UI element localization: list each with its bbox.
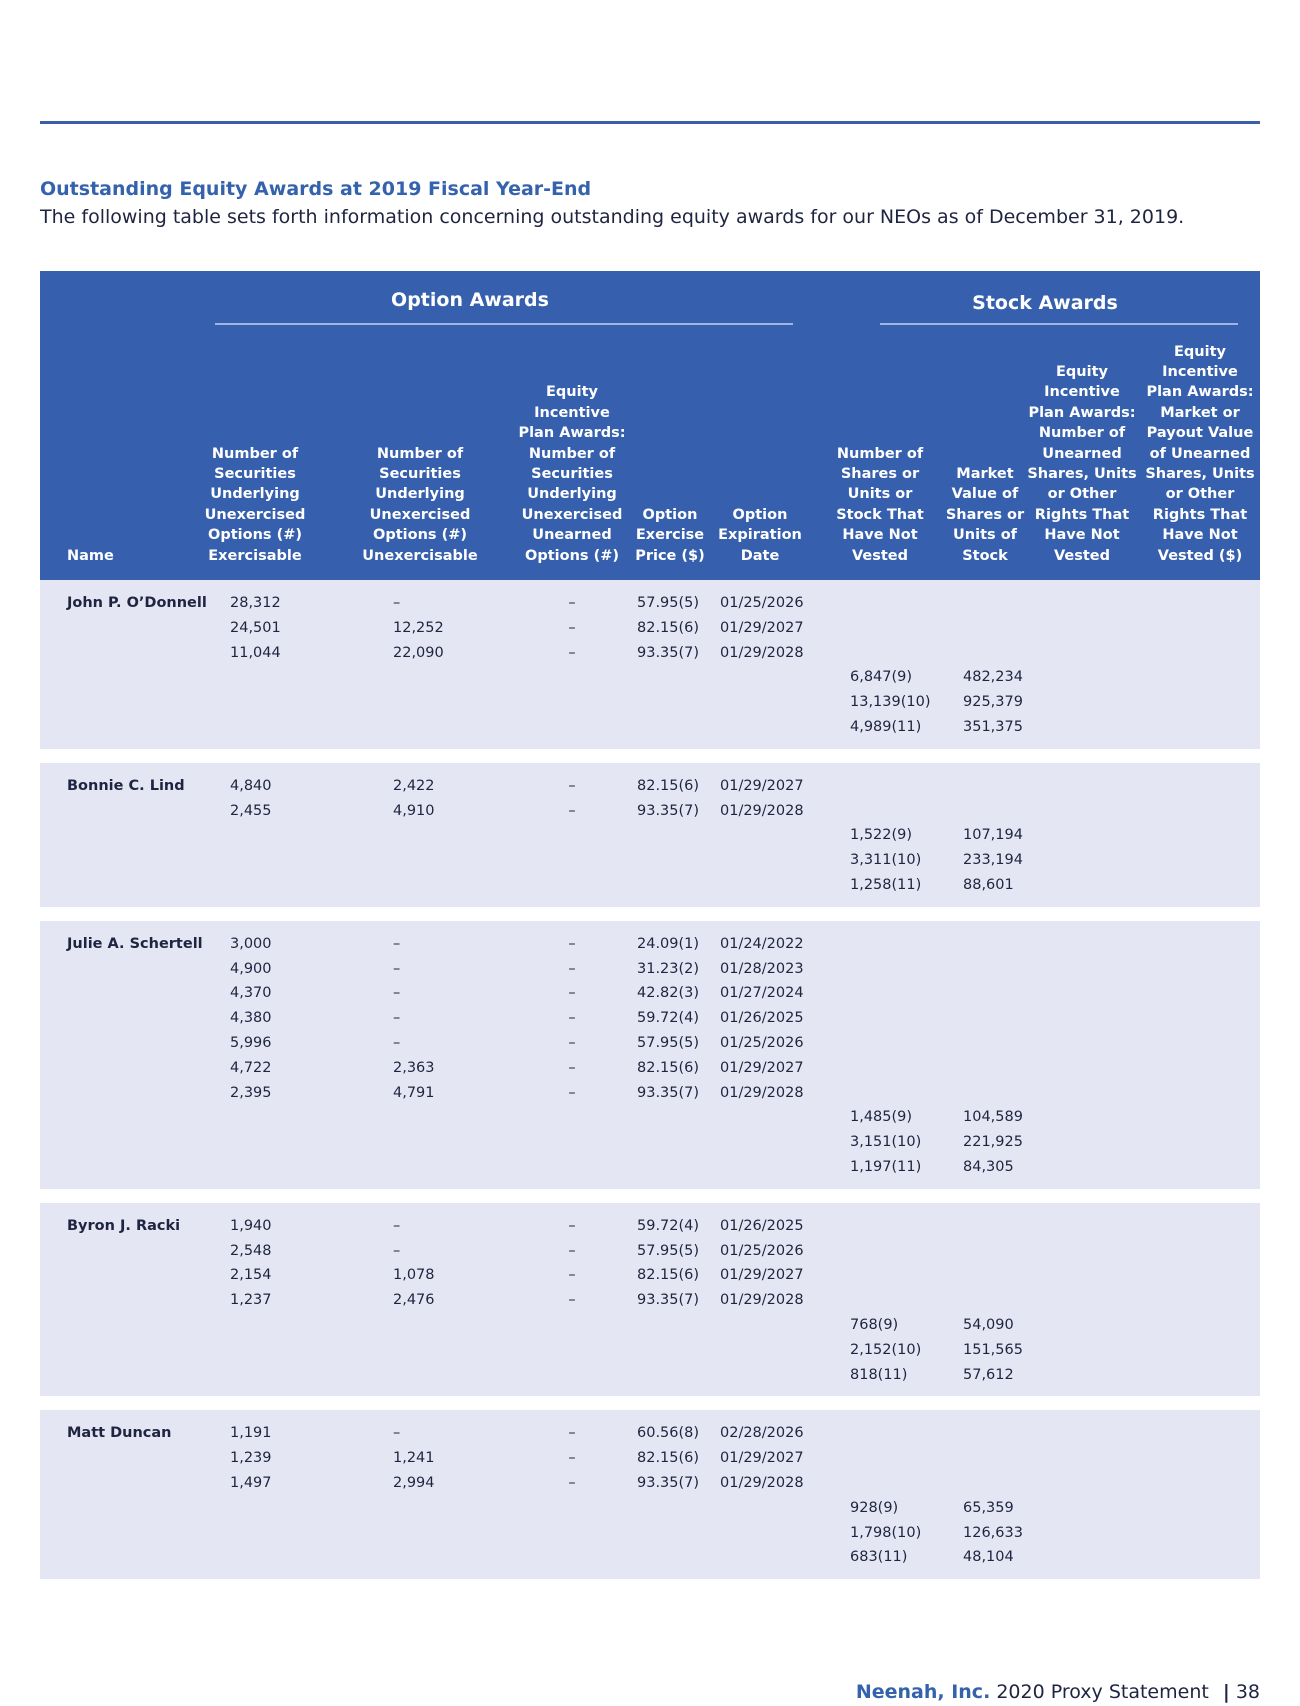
exercisable-cell: 5,996 xyxy=(230,1034,272,1051)
expiration-date-cell: 01/29/2028 xyxy=(720,1292,804,1309)
unexercisable-cell: – xyxy=(393,960,401,977)
table-row xyxy=(40,1057,1260,1082)
shares-not-vested-cell: 13,139(10) xyxy=(850,694,931,711)
exercisable-cell: 4,722 xyxy=(230,1059,272,1076)
exercisable-cell: 1,239 xyxy=(230,1450,272,1467)
unexercisable-cell: 12,252 xyxy=(393,619,444,636)
table-row xyxy=(40,1472,1260,1497)
expiration-date-cell: 01/26/2025 xyxy=(720,1010,804,1027)
page-footer xyxy=(856,1681,1260,1703)
expiration-date-cell: 01/29/2028 xyxy=(720,644,804,661)
footer-company: Neenah, Inc. xyxy=(855,1681,991,1703)
shares-not-vested-cell: 1,258(11) xyxy=(850,876,922,893)
exercise-price-cell: 24.09(1) xyxy=(637,935,700,952)
unexercisable-cell: – xyxy=(393,985,401,1002)
market-value-cell: 88,601 xyxy=(963,876,1014,893)
unearned-options-cell: – xyxy=(568,985,576,1002)
exercise-price-cell: 93.35(7) xyxy=(637,1084,700,1101)
shares-not-vested-cell: 683(11) xyxy=(850,1549,908,1566)
neo-group xyxy=(40,1203,1260,1397)
expiration-date-cell: 01/29/2028 xyxy=(720,802,804,819)
equity-awards-table xyxy=(40,271,1260,1579)
unexercisable-cell: – xyxy=(393,595,401,611)
market-value-cell: 107,194 xyxy=(963,827,1023,844)
exercisable-cell: 2,548 xyxy=(230,1242,272,1259)
exercise-price-cell: 57.95(5) xyxy=(637,1034,700,1051)
exercise-price-cell: 82.15(6) xyxy=(637,777,700,794)
unearned-options-cell: – xyxy=(568,1425,576,1442)
table-row xyxy=(40,691,1260,716)
expiration-date-cell: 01/25/2026 xyxy=(720,595,804,611)
exercisable-cell: 4,380 xyxy=(230,1010,272,1027)
table-body xyxy=(40,580,1260,1579)
table-row xyxy=(40,1215,1260,1240)
table-row xyxy=(40,666,1260,691)
table-row xyxy=(40,1546,1260,1571)
section-title: Outstanding Equity Awards at 2019 Fiscal Year-End xyxy=(40,178,592,200)
stock-awards-group-label: Stock Awards xyxy=(972,292,1118,314)
exercisable-cell: 11,044 xyxy=(230,644,281,661)
market-value-cell: 48,104 xyxy=(963,1549,1014,1566)
market-value-cell: 351,375 xyxy=(963,718,1023,735)
expiration-date-cell: 01/25/2026 xyxy=(720,1034,804,1051)
unexercisable-cell: 2,994 xyxy=(393,1474,435,1491)
top-rule xyxy=(40,121,1260,124)
shares-not-vested-cell: 1,197(11) xyxy=(850,1158,922,1175)
unearned-options-cell: – xyxy=(568,960,576,977)
table-row xyxy=(40,1032,1260,1057)
expiration-date-cell: 01/29/2027 xyxy=(720,777,804,794)
unexercisable-cell: 1,241 xyxy=(393,1450,435,1467)
market-value-cell: 925,379 xyxy=(963,694,1023,711)
table-row xyxy=(40,1289,1260,1314)
table-row xyxy=(40,592,1260,617)
col-eip-unearned-shares: Equity Incentive Plan Awards: Number of Unearned Shares, Units or Other Rights That Have Not Vested xyxy=(1027,363,1137,564)
expiration-date-cell: 01/29/2028 xyxy=(720,1084,804,1101)
market-value-cell: 57,612 xyxy=(963,1366,1014,1383)
table-row xyxy=(40,982,1260,1007)
stock-awards-rule xyxy=(880,323,1238,325)
unearned-options-cell: – xyxy=(568,777,576,794)
unearned-options-cell: – xyxy=(568,1034,576,1051)
table-row xyxy=(40,1447,1260,1472)
unexercisable-cell: – xyxy=(393,1425,401,1442)
shares-not-vested-cell: 3,311(10) xyxy=(850,852,922,869)
unearned-options-cell: – xyxy=(568,935,576,952)
col-unexercisable: Number of Securities Underlying Unexercised Options (#) Unexercisable xyxy=(362,445,478,564)
unexercisable-cell: – xyxy=(393,1217,401,1234)
unearned-options-cell: – xyxy=(568,802,576,819)
table-row xyxy=(40,1497,1260,1522)
expiration-date-cell: 01/27/2024 xyxy=(720,985,804,1002)
exercise-price-cell: 82.15(6) xyxy=(637,619,700,636)
market-value-cell: 65,359 xyxy=(963,1499,1014,1516)
market-value-cell: 84,305 xyxy=(963,1158,1014,1175)
table-row xyxy=(40,775,1260,800)
col-market-value: Market Value of Shares or Units of Stock xyxy=(945,465,1025,564)
footer-page-number: 38 xyxy=(1235,1681,1260,1703)
unearned-options-cell: – xyxy=(568,595,576,611)
neo-name: Matt Duncan xyxy=(67,1425,172,1442)
exercise-price-cell: 60.56(8) xyxy=(637,1425,700,1442)
table-row xyxy=(40,1364,1260,1389)
option-awards-rule xyxy=(215,323,793,325)
exercisable-cell: 1,191 xyxy=(230,1425,272,1442)
col-eip-payout-value: Equity Incentive Plan Awards: Market or Payout Value of Unearned Shares, Units or Other Rights That Have Not Vested ($) xyxy=(1145,343,1255,564)
shares-not-vested-cell: 768(9) xyxy=(850,1316,899,1333)
unearned-options-cell: – xyxy=(568,644,576,661)
col-shares-not-vested: Number of Shares or Units or Stock That Have Not Vested xyxy=(836,445,924,564)
neo-group xyxy=(40,1410,1260,1579)
expiration-date-cell: 01/29/2027 xyxy=(720,1450,804,1467)
col-expiration-date: Option Expiration Date xyxy=(718,506,802,564)
neo-group xyxy=(40,580,1260,749)
exercisable-cell: 1,237 xyxy=(230,1292,272,1309)
exercisable-cell: 4,900 xyxy=(230,960,272,977)
unexercisable-cell: – xyxy=(393,1242,401,1259)
table-row xyxy=(40,1339,1260,1364)
table-row xyxy=(40,849,1260,874)
table-row xyxy=(40,1082,1260,1107)
col-exercisable: Number of Securities Underlying Unexercised Options (#) Exercisable xyxy=(204,445,306,564)
expiration-date-cell: 01/29/2027 xyxy=(720,619,804,636)
unearned-options-cell: – xyxy=(568,1010,576,1027)
exercise-price-cell: 59.72(4) xyxy=(637,1217,700,1234)
shares-not-vested-cell: 2,152(10) xyxy=(850,1341,922,1358)
expiration-date-cell: 02/28/2026 xyxy=(720,1425,804,1442)
table-row xyxy=(40,1264,1260,1289)
table-row xyxy=(40,617,1260,642)
table-header xyxy=(40,271,1260,580)
exercise-price-cell: 93.35(7) xyxy=(637,802,700,819)
col-name: Name xyxy=(67,547,114,564)
table-row xyxy=(40,1314,1260,1339)
col-exercise-price: Option Exercise Price ($) xyxy=(635,506,705,564)
shares-not-vested-cell: 6,847(9) xyxy=(850,669,913,686)
neo-name: Julie A. Schertell xyxy=(67,935,203,952)
unexercisable-cell: 4,910 xyxy=(393,802,435,819)
section-subtitle: The following table sets forth information concerning outstanding equity awards for our NEOs as of December 31, 2019. xyxy=(40,206,1185,228)
expiration-date-cell: 01/29/2028 xyxy=(720,1474,804,1491)
shares-not-vested-cell: 818(11) xyxy=(850,1366,908,1383)
footer-doc-title: 2020 Proxy Statement xyxy=(996,1681,1209,1703)
exercise-price-cell: 82.15(6) xyxy=(637,1059,700,1076)
table-row xyxy=(40,824,1260,849)
exercise-price-cell: 42.82(3) xyxy=(637,985,700,1002)
neo-name: Byron J. Racki xyxy=(67,1217,181,1234)
exercisable-cell: 2,455 xyxy=(230,802,272,819)
table-row xyxy=(40,958,1260,983)
expiration-date-cell: 01/29/2027 xyxy=(720,1059,804,1076)
unearned-options-cell: – xyxy=(568,1084,576,1101)
expiration-date-cell: 01/26/2025 xyxy=(720,1217,804,1234)
unearned-options-cell: – xyxy=(568,1242,576,1259)
exercise-price-cell: 59.72(4) xyxy=(637,1010,700,1027)
unexercisable-cell: – xyxy=(393,1034,401,1051)
neo-name: Bonnie C. Lind xyxy=(67,777,185,794)
table-row xyxy=(40,1522,1260,1547)
unearned-options-cell: – xyxy=(568,1292,576,1309)
market-value-cell: 482,234 xyxy=(963,669,1023,686)
unearned-options-cell: – xyxy=(568,1217,576,1234)
exercisable-cell: 4,840 xyxy=(230,777,272,794)
exercise-price-cell: 57.95(5) xyxy=(637,595,700,611)
shares-not-vested-cell: 1,522(9) xyxy=(850,827,913,844)
exercisable-cell: 1,497 xyxy=(230,1474,272,1491)
unexercisable-cell: 22,090 xyxy=(393,644,444,661)
unexercisable-cell: – xyxy=(393,935,401,952)
shares-not-vested-cell: 3,151(10) xyxy=(850,1134,922,1151)
unexercisable-cell: 2,422 xyxy=(393,777,435,794)
unexercisable-cell: – xyxy=(393,1010,401,1027)
unearned-options-cell: – xyxy=(568,1059,576,1076)
market-value-cell: 221,925 xyxy=(963,1134,1023,1151)
footer-separator: | xyxy=(1222,1681,1230,1703)
expiration-date-cell: 01/29/2027 xyxy=(720,1267,804,1284)
exercise-price-cell: 57.95(5) xyxy=(637,1242,700,1259)
neo-name: John P. O’Donnell xyxy=(67,595,207,611)
market-value-cell: 54,090 xyxy=(963,1316,1014,1333)
market-value-cell: 233,194 xyxy=(963,852,1023,869)
exercise-price-cell: 93.35(7) xyxy=(637,1292,700,1309)
unearned-options-cell: – xyxy=(568,619,576,636)
market-value-cell: 104,589 xyxy=(963,1109,1023,1126)
market-value-cell: 126,633 xyxy=(963,1524,1023,1541)
table-row xyxy=(40,1422,1260,1447)
table-row xyxy=(40,1131,1260,1156)
exercisable-cell: 3,000 xyxy=(230,935,272,952)
shares-not-vested-cell: 1,485(9) xyxy=(850,1109,913,1126)
exercise-price-cell: 82.15(6) xyxy=(637,1450,700,1467)
expiration-date-cell: 01/24/2022 xyxy=(720,935,804,952)
neo-group xyxy=(40,763,1260,907)
table-row xyxy=(40,1007,1260,1032)
unearned-options-cell: – xyxy=(568,1450,576,1467)
exercisable-cell: 1,940 xyxy=(230,1217,272,1234)
exercisable-cell: 28,312 xyxy=(230,595,281,611)
table-row xyxy=(40,874,1260,899)
unearned-options-cell: – xyxy=(568,1267,576,1284)
table-row xyxy=(40,800,1260,825)
table-row xyxy=(40,716,1260,741)
exercisable-cell: 2,154 xyxy=(230,1267,272,1284)
table-row xyxy=(40,642,1260,667)
exercise-price-cell: 93.35(7) xyxy=(637,1474,700,1491)
shares-not-vested-cell: 928(9) xyxy=(850,1499,899,1516)
unexercisable-cell: 2,476 xyxy=(393,1292,435,1309)
table-row xyxy=(40,1240,1260,1265)
market-value-cell: 151,565 xyxy=(963,1341,1023,1358)
col-unearned-options: Equity Incentive Plan Awards: Number of Securities Underlying Unexercised Unearned Options (#) xyxy=(518,384,626,564)
exercise-price-cell: 82.15(6) xyxy=(637,1267,700,1284)
expiration-date-cell: 01/28/2023 xyxy=(720,960,804,977)
exercisable-cell: 24,501 xyxy=(230,619,281,636)
shares-not-vested-cell: 1,798(10) xyxy=(850,1524,922,1541)
expiration-date-cell: 01/25/2026 xyxy=(720,1242,804,1259)
table-row xyxy=(40,1156,1260,1181)
neo-group xyxy=(40,921,1260,1189)
exercise-price-cell: 31.23(2) xyxy=(637,960,700,977)
unearned-options-cell: – xyxy=(568,1474,576,1491)
unexercisable-cell: 2,363 xyxy=(393,1059,435,1076)
shares-not-vested-cell: 4,989(11) xyxy=(850,718,922,735)
option-awards-group-label: Option Awards xyxy=(391,289,549,311)
unexercisable-cell: 1,078 xyxy=(393,1267,435,1284)
unexercisable-cell: 4,791 xyxy=(393,1084,435,1101)
table-row xyxy=(40,933,1260,958)
table-row xyxy=(40,1106,1260,1131)
exercise-price-cell: 93.35(7) xyxy=(637,644,700,661)
exercisable-cell: 2,395 xyxy=(230,1084,272,1101)
exercisable-cell: 4,370 xyxy=(230,985,272,1002)
